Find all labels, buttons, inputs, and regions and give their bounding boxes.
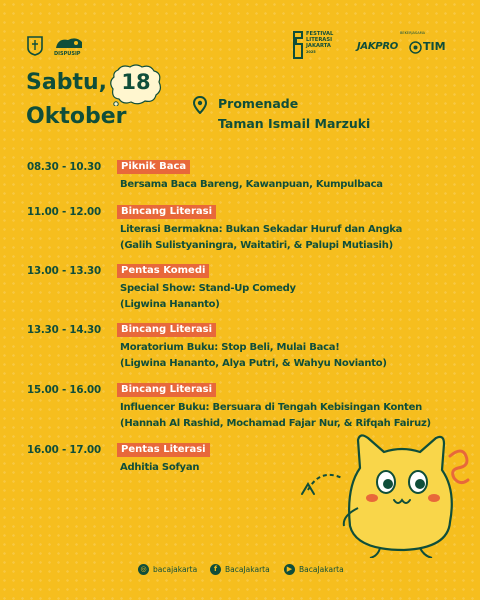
schedule-time: 13.30 - 14.30 bbox=[27, 324, 101, 336]
youtube-link[interactable] bbox=[284, 562, 344, 576]
youtube-icon: ▶ bbox=[284, 564, 295, 575]
location-pin-icon bbox=[193, 96, 207, 114]
schedule-tag: Bincang Literasi bbox=[117, 323, 216, 337]
instagram-icon: ◎ bbox=[138, 564, 149, 575]
facebook-handle: BacaJakarta bbox=[225, 564, 270, 574]
schedule-tag: Pentas Literasi bbox=[117, 443, 210, 457]
facebook-icon: f bbox=[210, 564, 221, 575]
title-month: Oktober bbox=[26, 104, 127, 129]
schedule-time: 16.00 - 17.00 bbox=[27, 444, 101, 456]
schedule-line: (Ligwina Hananto, Alya Putri, & Wahyu Novianto) bbox=[120, 358, 387, 369]
schedule-description bbox=[120, 281, 296, 313]
schedule-line: Moratorium Buku: Stop Beli, Mulai Baca! bbox=[120, 342, 340, 353]
schedule-line: Adhitia Sofyan bbox=[120, 462, 200, 473]
facebook-link[interactable] bbox=[210, 562, 270, 576]
youtube-handle: BacaJakarta bbox=[299, 564, 344, 574]
tim-logo-text: TIM bbox=[423, 40, 446, 53]
schedule-description bbox=[120, 340, 387, 372]
location-line-2: Taman Ismail Marzuki bbox=[218, 116, 371, 131]
schedule-time: 08.30 - 10.30 bbox=[27, 161, 101, 173]
instagram-link[interactable] bbox=[138, 562, 197, 576]
dki-emblem-logo bbox=[27, 36, 43, 56]
festival-literasi-logo bbox=[292, 28, 354, 62]
jakpro-logo: JAKPRO bbox=[357, 41, 398, 52]
festival-logo-line: FESTIVAL bbox=[306, 31, 334, 37]
schedule-description bbox=[120, 177, 383, 193]
tim-logo bbox=[409, 38, 455, 58]
social-footer bbox=[138, 562, 398, 576]
schedule-line: (Galih Sulistyaningra, Waitatiri, & Palupi Mutiasih) bbox=[120, 240, 393, 251]
dispusip-logo bbox=[54, 34, 84, 58]
schedule-line: Influencer Buku: Bersuara di Tengah Kebisingan Konten bbox=[120, 402, 422, 413]
schedule-line: Special Show: Stand-Up Comedy bbox=[120, 283, 296, 294]
title-day: Sabtu, bbox=[26, 70, 107, 95]
schedule-description bbox=[120, 222, 402, 254]
location-line-1: Promenade bbox=[218, 96, 299, 111]
dispusip-label: DISPUSIP bbox=[54, 51, 81, 57]
schedule-line: (Hannah Al Rashid, Mochamad Fajar Nur, & Rifqah Fairuz) bbox=[120, 418, 431, 429]
schedule-tag: Bincang Literasi bbox=[117, 205, 216, 219]
partner-label: BEKERJASAMA bbox=[400, 31, 426, 35]
schedule-description bbox=[120, 460, 199, 476]
cat-mascot-illustration bbox=[300, 398, 480, 558]
festival-logo-line: LITERASI bbox=[306, 37, 332, 43]
schedule-time: 13.00 - 13.30 bbox=[27, 265, 101, 277]
schedule-time: 11.00 - 12.00 bbox=[27, 206, 101, 218]
instagram-handle: bacajakarta bbox=[153, 564, 198, 574]
festival-logo-line: 2025 bbox=[306, 50, 316, 54]
title-date: 18 bbox=[121, 70, 151, 94]
schedule-line: Bersama Baca Bareng, Kawanpuan, Kumpulbaca bbox=[120, 179, 383, 190]
schedule-time: 15.00 - 16.00 bbox=[27, 384, 101, 396]
schedule-line: (Ligwina Hananto) bbox=[120, 299, 220, 310]
schedule-tag: Bincang Literasi bbox=[117, 383, 216, 397]
festival-logo-line: JAKARTA bbox=[306, 43, 331, 49]
schedule-tag: Piknik Baca bbox=[117, 160, 190, 174]
schedule-line: Literasi Bermakna: Bukan Sekadar Huruf dan Angka bbox=[120, 224, 403, 235]
schedule-tag: Pentas Komedi bbox=[117, 264, 209, 278]
